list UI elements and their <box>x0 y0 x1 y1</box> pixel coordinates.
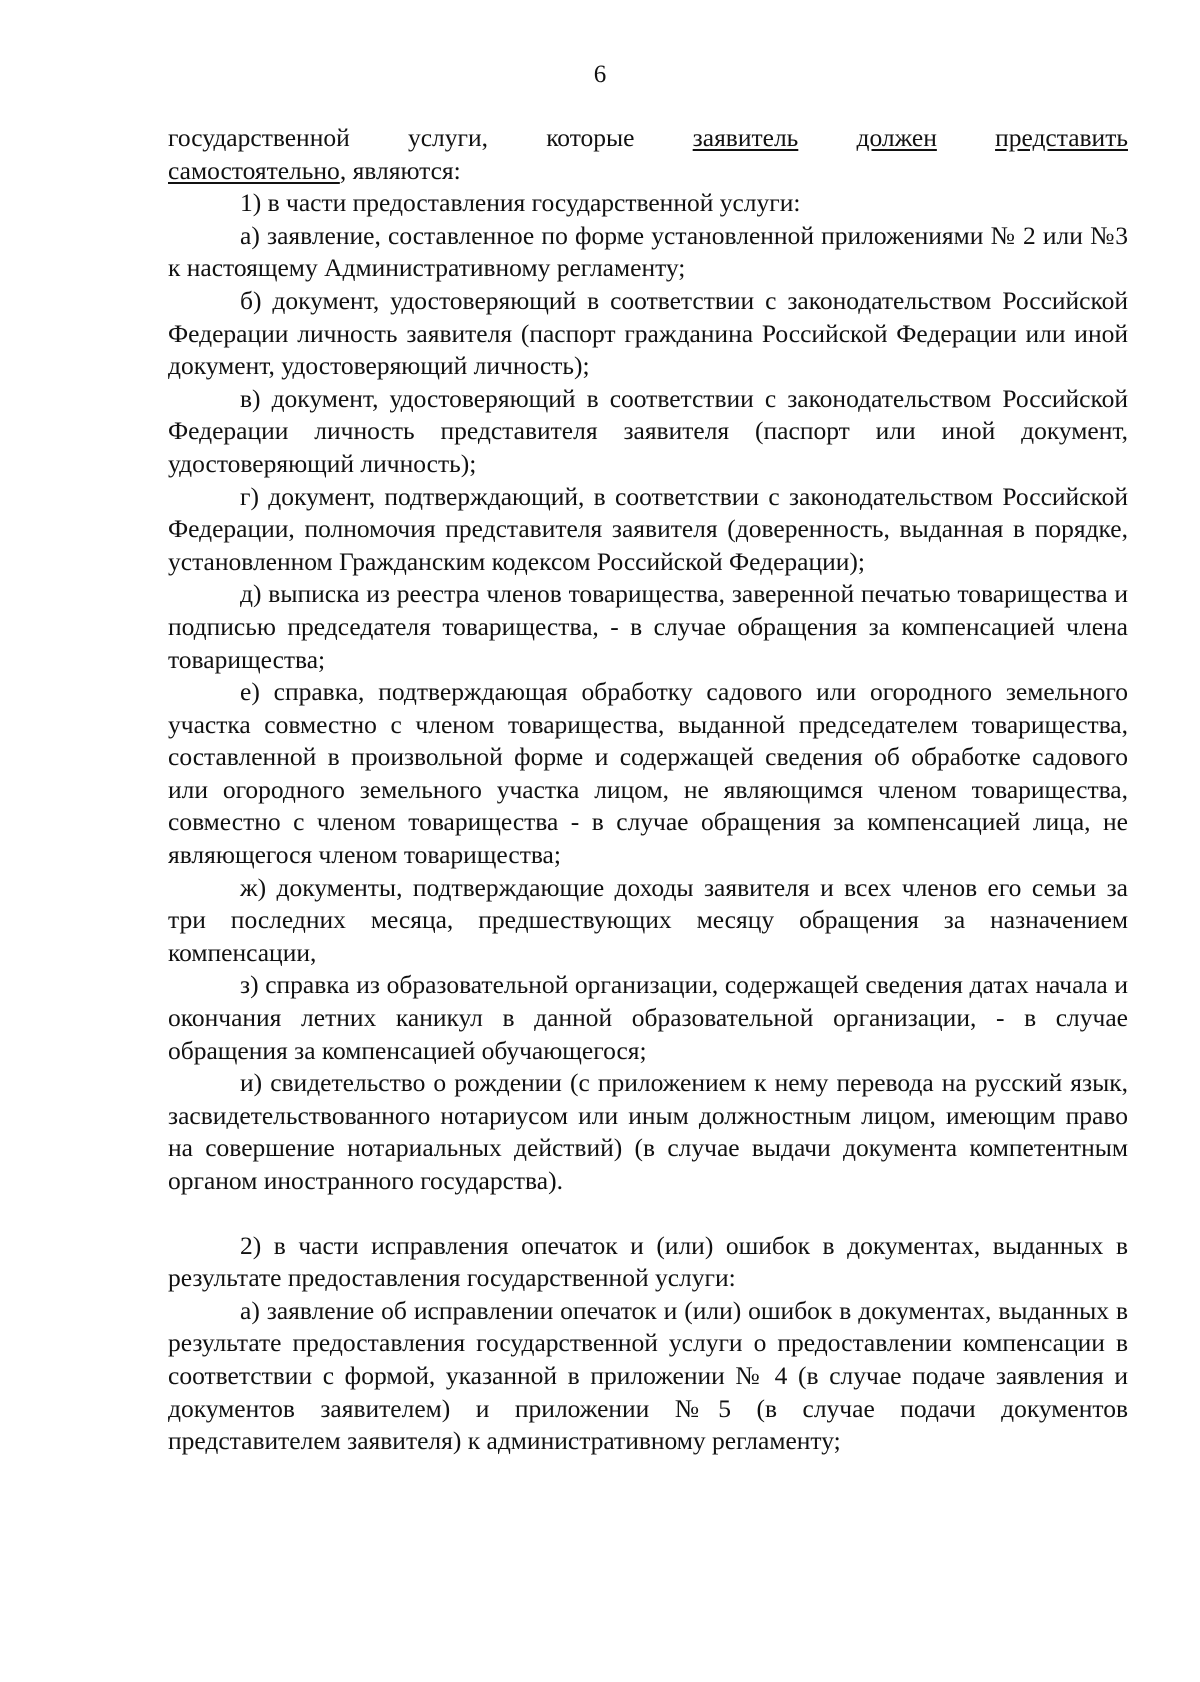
lead-word-underlined: представить <box>995 123 1128 152</box>
section-2-heading: 2) в части исправления опечаток и (или) ошибок в документах, выданных в результате предоставления государственной услуги: <box>168 1230 1128 1293</box>
list-item-g: г) документ, подтверждающий, в соответствии с законодательством Российской Федерации, полномочия представителя заявителя (доверенность, выданная в порядке, установленном Гражданским кодексом Российской Федерации); <box>168 481 1128 576</box>
list-item-a: а) заявление, составленное по форме установленной приложениями № 2 или №3 к настоящему Административному регламенту; <box>168 220 1128 283</box>
lead-line-1 <box>168 122 1128 155</box>
section-2-item-a: а) заявление об исправлении опечаток и (или) ошибок в документах, выданных в результате предоставления государственной услуги о предоставлении компенсации в соответствии с формой, указанной в приложении № 4 (в случае подаче заявления и документов заявителем) и приложении №5 (в случае подачи документов представителем заявителя) к административному регламенту; <box>168 1295 1128 1456</box>
lead-word-underlined: должен <box>856 123 937 152</box>
list-item-d: д) выписка из реестра членов товарищества, заверенной печатью товарищества и подписью председателя товарищества, - в случае обращения за компенсацией члена товарищества; <box>168 579 1128 674</box>
page-number: 6 <box>593 61 607 88</box>
lead-line-2-rest: , являются: <box>339 155 461 185</box>
list-item-b: б) документ, удостоверяющий в соответствии с законодательством Российской Федерации личность заявителя (паспорт гражданина Российской Федерации или иной документ, удостоверяющий личность); <box>168 285 1128 381</box>
lead-paragraph <box>168 122 1128 187</box>
document-body <box>168 122 1128 1458</box>
section-1-heading: 1) в части предоставления государственной услуги: <box>240 188 801 218</box>
lead-word: государственной <box>168 123 350 152</box>
list-item-zh: ж) документы, подтверждающие доходы заявителя и всех членов его семьи за три последних месяца, предшествующих месяцу обращения за назначением компенсации, <box>168 872 1128 967</box>
lead-underlined-word: самостоятельно <box>168 155 340 185</box>
lead-word: которые <box>546 123 635 152</box>
lead-word: услуги, <box>407 123 488 152</box>
lead-word-underlined: заявитель <box>692 123 799 152</box>
list-item-v: в) документ, удостоверяющий в соответствии с законодательством Российской Федерации личность представителя заявителя (паспорт или иной документ, удостоверяющий личность); <box>168 383 1128 478</box>
list-item-i: и) свидетельство о рождении (с приложением к нему перевода на русский язык, засвидетельствованного нотариусом или иным должностным лицом, имеющим право на совершение нотариальных действий) (в случае выдачи документа компетентным органом иностранного государства). <box>168 1068 1128 1195</box>
lead-line-2 <box>168 156 461 185</box>
list-item-e: е) справка, подтверждающая обработку садового или огородного земельного участка совместно с членом товарищества, выданной председателем товарищества, составленной в произвольной форме и содержащей сведения об обработке садового или огородного земельного участка лицом, не являющимся членом товарищества, совместно с членом товарищества - в случае обращения за компенсацией лица, не являющегося членом товарищества; <box>168 677 1128 870</box>
list-item-z: з) справка из образовательной организации, содержащей сведения датах начала и окончания летних каникул в данной образовательной организации, - в случае обращения за компенсацией обучающегося; <box>168 970 1128 1065</box>
